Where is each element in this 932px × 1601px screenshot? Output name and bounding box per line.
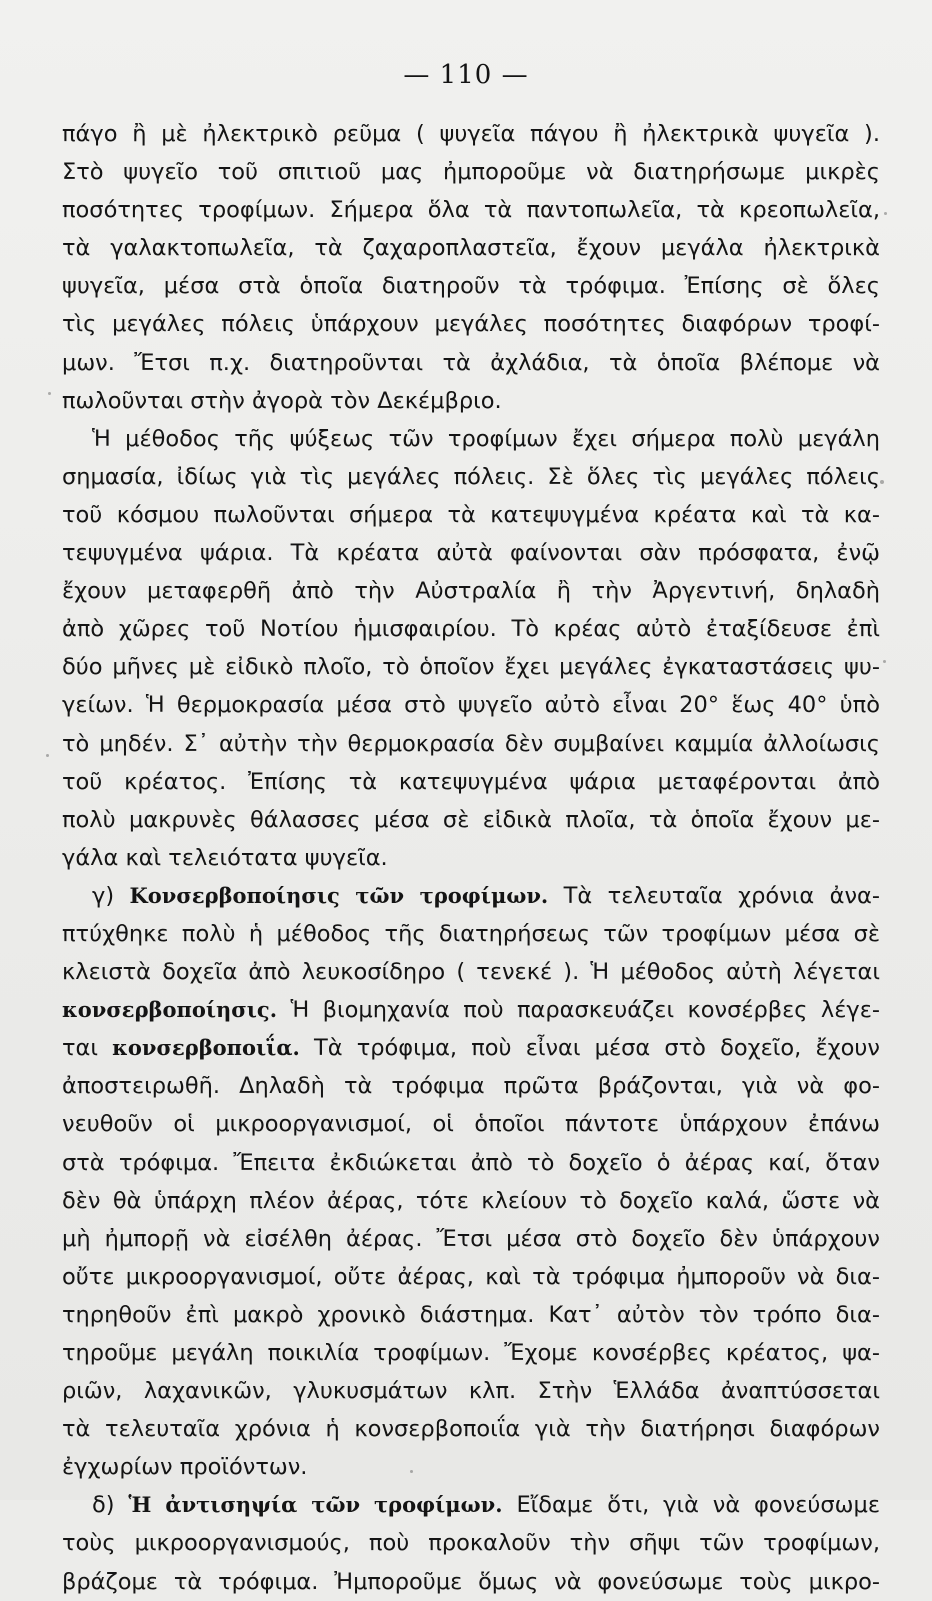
scan-speck <box>884 212 887 215</box>
text-line: τοῦ κόσμου πωλοῦνται σήμερα τὰ κατεψυγμένα κρέατα καὶ τὰ κα- <box>62 501 880 528</box>
term-canning: κονσερβοποίησις. <box>62 997 278 1023</box>
section-c-heading: Κονσερβοποίησις τῶν τροφίμων. <box>129 882 549 908</box>
page-number: — 110 — <box>403 60 529 90</box>
text-line: ριῶν, λαχανικῶν, γλυκυσμάτων κλπ. Στὴν Ἑλλάδα ἀναπτύσσεται <box>62 1378 880 1405</box>
text-line <box>62 991 880 1029</box>
text-line: τὰ τελευταῖα χρόνια ἡ κονσερβοποιΐα γιὰ τὴν διατήρησι διαφόρων <box>62 1416 880 1443</box>
text-segment: Τὰ τρόφιμα, ποὺ εἶναι μέσα στὸ δοχεῖο, ἔχουν <box>313 1035 880 1062</box>
text-line: Στὸ ψυγεῖο τοῦ σπιτιοῦ μας ἠμποροῦμε νὰ διατηρήσωμε μικρὲς <box>62 159 880 186</box>
text-line: τηρηθοῦν ἐπὶ μακρὸ χρονικὸ διάστημα. Κατ᾽ αὐτὸν τὸν τρόπο δια- <box>62 1301 880 1328</box>
text-line: τηροῦμε μεγάλη ποικιλία τροφίμων. Ἔχομε κονσέρβες κρέατος, ψα- <box>62 1340 880 1366</box>
body-text <box>62 115 880 1601</box>
scan-speck <box>410 1470 413 1473</box>
text-line: ψυγεῖα, μέσα στὰ ὁποῖα διατηροῦν τὰ τρόφιμα. Ἐπίσης σὲ ὅλες <box>62 273 880 300</box>
text-segment: Τὰ τελευταῖα χρόνια ἀνα- <box>563 882 880 909</box>
scan-speck <box>48 392 51 395</box>
text-line: ἀποστειρωθῆ. Δηλαδὴ τὰ τρόφιμα πρῶτα βράζονται, γιὰ νὰ φο- <box>62 1073 880 1100</box>
text-line: ἐγχωρίων προϊόντων. <box>62 1454 308 1481</box>
term-cannery: κονσερβοποιΐα. <box>112 1035 300 1061</box>
scan-speck <box>880 480 884 484</box>
text-line: τεψυγμένα ψάρια. Τὰ κρέατα αὐτὰ φαίνονται σὰν πρόσφατα, ἐνῷ <box>62 540 880 567</box>
text-line: τὰ γαλακτοπωλεῖα, τὰ ζαχαροπλαστεῖα, ἔχουν μεγάλα ἠλεκτρικὰ <box>62 235 880 262</box>
text-line: πτύχθηκε πολὺ ἡ μέθοδος τῆς διατηρήσεως τῶν τροφίμων μέσα σὲ <box>62 920 880 947</box>
section-d-label: δ) <box>92 1492 115 1519</box>
text-line: τὸ μηδέν. Σ᾽ αὐτὴν τὴν θερμοκρασία δὲν συμβαίνει καμμία ἀλλοίωσις <box>62 730 880 757</box>
text-segment: Εἴδαμε ὅτι, γιὰ νὰ φονεύσωμε <box>516 1492 880 1519</box>
text-line: πάγο ἢ μὲ ἠλεκτρικὸ ρεῦμα ( ψυγεῖα πάγου ἢ ἠλεκτρικὰ ψυγεῖα ). <box>62 121 880 147</box>
text-line: τοὺς μικροοργανισμούς, ποὺ προκαλοῦν τὴν σῆψι τῶν τροφίμων, <box>62 1530 880 1557</box>
scan-speck <box>46 754 49 757</box>
text-line: νευθοῦν οἱ μικροοργανισμοί, οἱ ὁποῖοι πάντοτε ὑπάρχουν ἐπάνω <box>62 1111 880 1138</box>
text-line: γάλα καὶ τελειότατα ψυγεῖα. <box>62 844 388 871</box>
text-segment: Ἡ βιομηχανία ποὺ παρασκευάζει κονσέρβες λέγε- <box>290 997 880 1024</box>
text-line: τὶς μεγάλες πόλεις ὑπάρχουν μεγάλες ποσότητες διαφόρων τροφί- <box>62 311 880 338</box>
text-line: δύο μῆνες μὲ εἰδικὸ πλοῖο, τὸ ὁποῖον ἔχει μεγάλες ἐγκαταστάσεις ψυ- <box>62 654 880 681</box>
text-line: δὲν θὰ ὑπάρχη πλέον ἀέρας, τότε κλείουν τὸ δοχεῖο καλά, ὥστε νὰ <box>62 1187 880 1214</box>
text-line: κλειστὰ δοχεῖα ἀπὸ λευκοσίδηρο ( τενεκέ ). Ἡ μέθοδος αὐτὴ λέγεται <box>62 959 880 986</box>
scan-speck <box>883 660 886 663</box>
text-line: πολὺ μακρυνὲς θάλασσες μέσα σὲ εἰδικὰ πλοῖα, τὰ ὁποῖα ἔχουν με- <box>62 806 880 833</box>
text-line: ποσότητες τροφίμων. Σήμερα ὅλα τὰ παντοπωλεῖα, τὰ κρεοπωλεῖα, <box>62 197 880 224</box>
text-line: Ἡ μέθοδος τῆς ψύξεως τῶν τροφίμων ἔχει σήμερα πολὺ μεγάλη <box>92 425 880 452</box>
text-line: μὴ ἠμπορῇ νὰ εἰσέλθη ἀέρας. Ἔτσι μέσα στὸ δοχεῖο δὲν ὑπάρχουν <box>62 1225 880 1252</box>
text-line: ἔχουν μεταφερθῆ ἀπὸ τὴν Αὐστραλία ἢ τὴν Ἀργεντινή, δηλαδὴ <box>62 578 880 605</box>
text-line: βράζομε τὰ τρόφιμα. Ἠμποροῦμε ὅμως νὰ φονεύσωμε τοὺς μικρο- <box>62 1568 880 1595</box>
text-line: οὔτε μικροοργανισμοί, οὔτε ἀέρας, καὶ τὰ τρόφιμα ἠμποροῦν νὰ δια- <box>62 1263 880 1290</box>
section-c-label: γ) <box>92 882 115 909</box>
text-line: σημασία, ἰδίως γιὰ τὶς μεγάλες πόλεις. Σὲ ὅλες τὶς μεγάλες πόλεις <box>62 463 880 490</box>
text-line: γείων. Ἡ θερμοκρασία μέσα στὸ ψυγεῖο αὐτὸ εἶναι 20° ἕως 40° ὑπὸ <box>62 692 880 719</box>
text-line: ἀπὸ χῶρες τοῦ Νοτίου ἡμισφαιρίου. Τὸ κρέας αὐτὸ ἐταξίδευσε ἐπὶ <box>62 616 880 643</box>
section-d-heading-line <box>62 1486 880 1524</box>
text-line <box>62 1029 880 1067</box>
text-line: πωλοῦνται στὴν ἀγορὰ τὸν Δεκέμβριο. <box>62 387 502 414</box>
text-segment: ται <box>62 1035 98 1062</box>
text-line: μων. Ἔτσι π.χ. διατηροῦνται τὰ ἀχλάδια, τὰ ὁποῖα βλέπομε νὰ <box>62 349 880 376</box>
text-line: τοῦ κρέατος. Ἐπίσης τὰ κατεψυγμένα ψάρια μεταφέρονται ἀπὸ <box>62 768 880 795</box>
section-c-heading-line <box>62 877 880 915</box>
section-d-heading: Ἡ ἀντισηψία τῶν τροφίμων. <box>128 1492 503 1518</box>
text-line: στὰ τρόφιμα. Ἔπειτα ἐκδιώκεται ἀπὸ τὸ δοχεῖο ὁ ἀέρας καί, ὅταν <box>62 1149 880 1176</box>
